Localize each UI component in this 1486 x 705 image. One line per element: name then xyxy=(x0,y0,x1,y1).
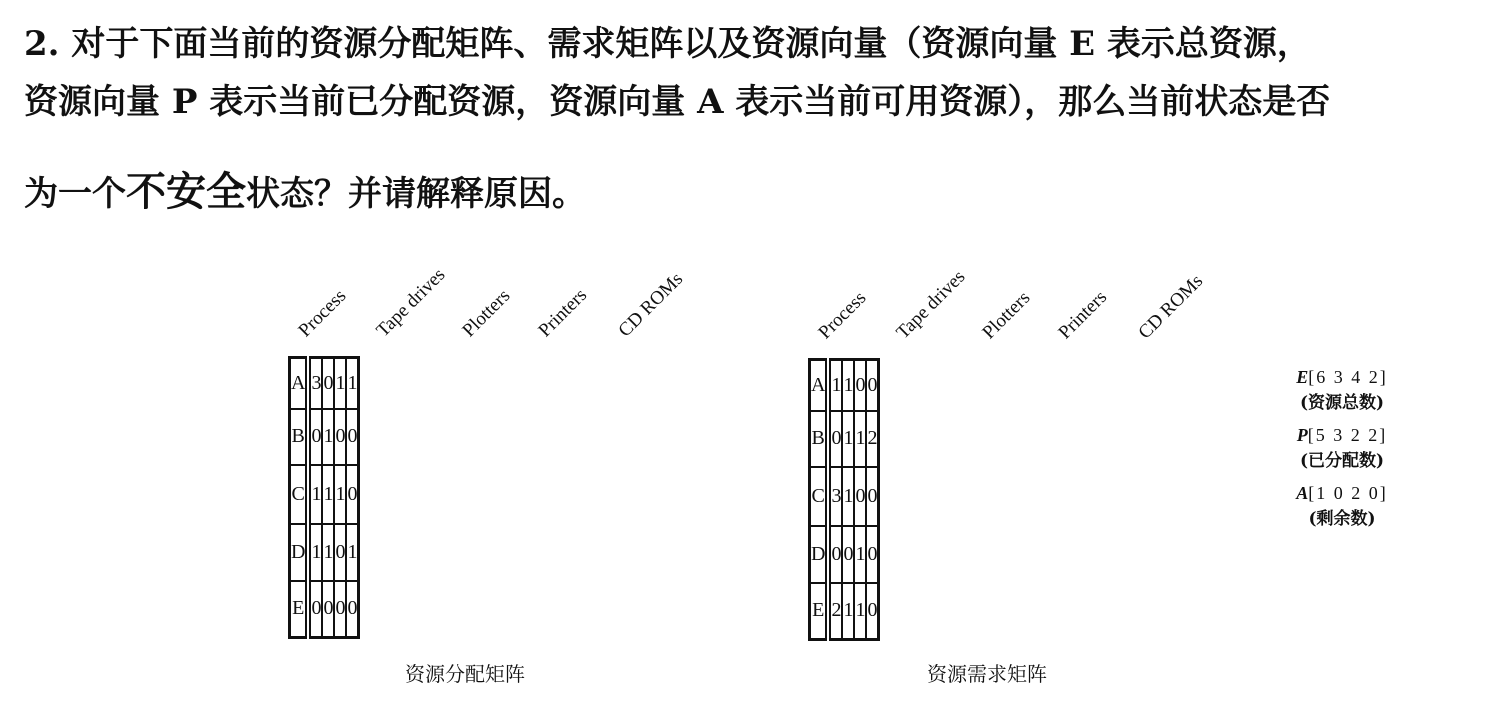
process-cell: B xyxy=(290,409,309,465)
value-cell: 0 xyxy=(866,360,879,411)
header-plotters: Plotters xyxy=(458,285,515,342)
question-line-1: 2. 对于下面当前的资源分配矩阵、需求矩阵以及资源向量（资源向量 E 表示总资源， xyxy=(24,24,1311,64)
header-cd-roms: CD ROMs xyxy=(1134,270,1208,344)
value-cell: 1 xyxy=(334,358,346,409)
value-cell: 1 xyxy=(854,411,866,467)
value-cell: 0 xyxy=(334,409,346,465)
value-cell: 0 xyxy=(346,465,359,524)
value-cell: 0 xyxy=(308,409,322,465)
vector-note: (已分配数) xyxy=(1299,451,1385,471)
value-cell: 0 xyxy=(854,360,866,411)
allocation-table xyxy=(288,356,360,639)
value-cell: 2 xyxy=(828,583,842,640)
value-cell: 0 xyxy=(322,358,334,409)
table-row xyxy=(290,409,359,465)
value-cell: 1 xyxy=(308,524,322,581)
table-row xyxy=(810,411,879,467)
header-cd-roms: CD ROMs xyxy=(614,268,688,342)
process-cell: D xyxy=(810,526,829,583)
allocation-headers xyxy=(288,250,728,345)
process-cell: D xyxy=(290,524,309,581)
value-cell: 1 xyxy=(828,360,842,411)
table-row xyxy=(810,526,879,583)
value-cell: 2 xyxy=(866,411,879,467)
value-cell: 1 xyxy=(308,465,322,524)
value-cell: 0 xyxy=(828,526,842,583)
process-cell: C xyxy=(290,465,309,524)
value-cell: 0 xyxy=(866,526,879,583)
header-tape-drives: Tape drives xyxy=(892,266,970,344)
value-cell: 1 xyxy=(322,465,334,524)
table-row xyxy=(810,583,879,640)
need-table xyxy=(808,358,880,641)
vector-note: (剩余数) xyxy=(1308,509,1376,529)
value-cell: 3 xyxy=(308,358,322,409)
vector-e xyxy=(1272,364,1412,416)
vector-values: [5 3 2 2] xyxy=(1307,425,1388,445)
question-line-3 xyxy=(24,160,1474,217)
value-cell: 1 xyxy=(842,583,854,640)
process-cell: A xyxy=(810,360,829,411)
vector-note: (资源总数) xyxy=(1299,393,1385,413)
process-cell: B xyxy=(810,411,829,467)
value-cell: 0 xyxy=(322,581,334,638)
emphasis-unsafe: 不安全 xyxy=(126,169,246,215)
value-cell: 1 xyxy=(346,524,359,581)
header-printers: Printers xyxy=(1054,286,1112,344)
value-cell: 0 xyxy=(866,583,879,640)
resource-vectors xyxy=(1272,364,1412,538)
vector-name: P xyxy=(1296,425,1308,445)
allocation-caption: 资源分配矩阵 xyxy=(405,662,525,686)
value-cell: 0 xyxy=(854,467,866,526)
vector-values: [6 3 4 2] xyxy=(1308,367,1388,387)
value-cell: 0 xyxy=(828,411,842,467)
value-cell: 1 xyxy=(334,465,346,524)
question-line-2: 资源向量 P 表示当前已分配资源，资源向量 A 表示当前可用资源），那么当前状态是否 xyxy=(24,82,1331,122)
value-cell: 1 xyxy=(854,583,866,640)
vector-name: A xyxy=(1296,483,1309,503)
table-row xyxy=(290,524,359,581)
process-cell: E xyxy=(810,583,829,640)
value-cell: 1 xyxy=(854,526,866,583)
vector-a xyxy=(1272,480,1412,532)
value-cell: 0 xyxy=(334,524,346,581)
need-headers xyxy=(808,252,1248,347)
value-cell: 1 xyxy=(842,411,854,467)
question-line-3-prefix: 为一个 xyxy=(24,174,126,214)
table-row xyxy=(810,467,879,526)
table-row xyxy=(290,581,359,638)
value-cell: 3 xyxy=(828,467,842,526)
header-process: Process xyxy=(294,285,351,342)
header-tape-drives: Tape drives xyxy=(372,264,450,342)
value-cell: 1 xyxy=(842,360,854,411)
value-cell: 1 xyxy=(322,524,334,581)
table-row xyxy=(290,358,359,409)
value-cell: 1 xyxy=(842,467,854,526)
header-process: Process xyxy=(814,287,871,344)
value-cell: 1 xyxy=(346,358,359,409)
value-cell: 0 xyxy=(842,526,854,583)
header-printers: Printers xyxy=(534,284,592,342)
value-cell: 0 xyxy=(308,581,322,638)
value-cell: 1 xyxy=(322,409,334,465)
vector-name: E xyxy=(1296,367,1309,387)
table-row xyxy=(810,360,879,411)
value-cell: 0 xyxy=(866,467,879,526)
vector-values: [1 0 2 0] xyxy=(1308,483,1388,503)
question-line-3-suffix: 状态？并请解释原因。 xyxy=(246,174,586,214)
need-caption: 资源需求矩阵 xyxy=(927,662,1047,686)
value-cell: 0 xyxy=(346,581,359,638)
vector-p xyxy=(1272,422,1412,474)
value-cell: 0 xyxy=(334,581,346,638)
process-cell: C xyxy=(810,467,829,526)
table-row xyxy=(290,465,359,524)
process-cell: E xyxy=(290,581,309,638)
process-cell: A xyxy=(290,358,309,409)
value-cell: 0 xyxy=(346,409,359,465)
header-plotters: Plotters xyxy=(978,287,1035,344)
